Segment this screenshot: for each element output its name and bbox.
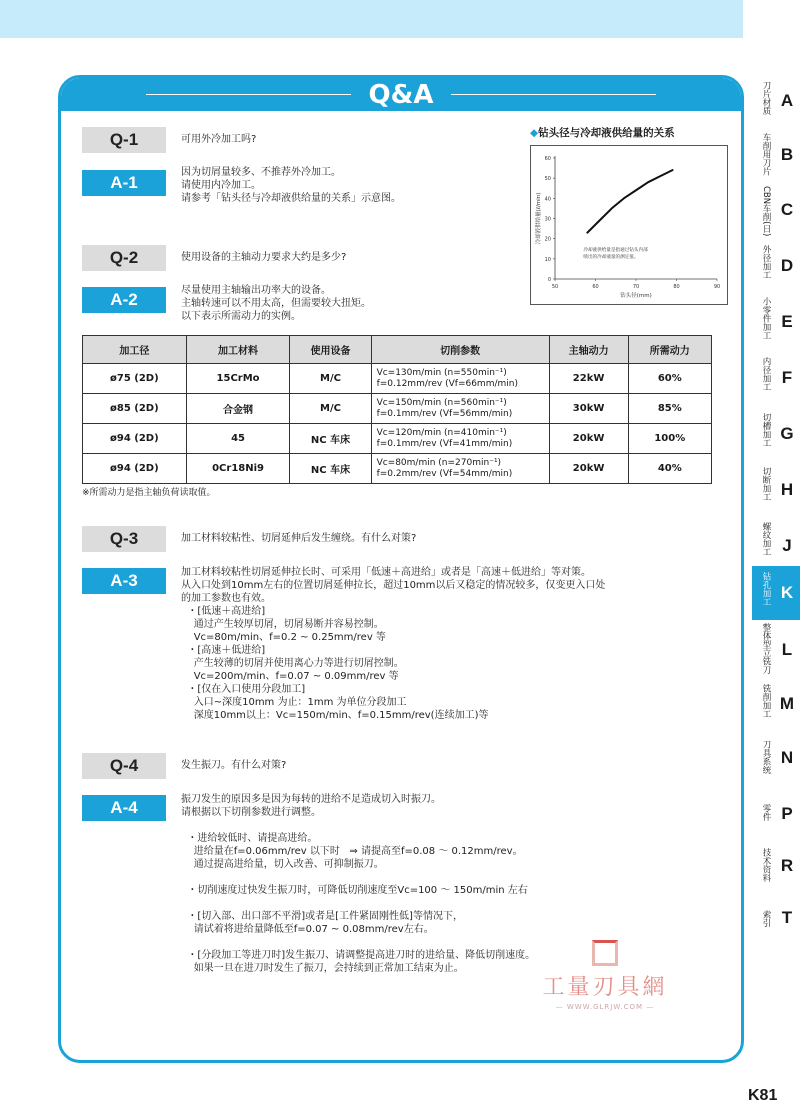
- cell-diameter: ø75 (2D): [83, 364, 187, 394]
- side-tab-letter: E: [781, 312, 793, 331]
- side-tab-label: 零件: [761, 804, 771, 821]
- side-tab-letter: L: [781, 640, 793, 659]
- series-line: [587, 170, 672, 233]
- col-machine: 使用设备: [290, 336, 371, 364]
- cell-machine: NC 车床: [290, 424, 371, 454]
- a2-answer: 尽量使用主轴输出功率大的设备。 主轴转速可以不用太高，但需要较大扭矩。 以下表示所需动力的实例。: [181, 285, 371, 322]
- q4-question: 发生振刀。有什么对策?: [181, 760, 287, 771]
- a2-badge: A-2: [82, 287, 166, 313]
- frame-header: [61, 78, 741, 111]
- a3-badge: A-3: [82, 568, 166, 594]
- cell-required-power: 60%: [628, 364, 711, 394]
- table-row: [83, 394, 712, 424]
- watermark: [535, 940, 675, 1011]
- diamond-icon: ◆: [530, 127, 539, 139]
- watermark-name: 工量刃具網: [542, 975, 668, 1000]
- side-tab-c[interactable]: [752, 183, 800, 237]
- side-tab-label: 切断加工: [761, 467, 771, 501]
- cell-machine: NC 车床: [290, 454, 371, 484]
- x-tick-label: 60: [592, 284, 599, 290]
- side-tab-m[interactable]: [752, 680, 800, 734]
- cell-material: 合金钢: [186, 394, 290, 424]
- cell-required-power: 40%: [628, 454, 711, 484]
- side-tab-label: 车削用刀片: [761, 133, 771, 176]
- cell-diameter: ø94 (2D): [83, 424, 187, 454]
- side-tab-label: 整体型立铣刀: [761, 623, 771, 674]
- y-tick-label: 40: [544, 196, 551, 203]
- y-tick-label: 10: [544, 256, 551, 263]
- side-tab-l[interactable]: [752, 622, 800, 678]
- cell-params: Vc=80m/min (n=270min⁻¹) f=0.2mm/rev (Vf=54mm/min): [371, 454, 549, 484]
- side-tab-label: CBN车削(日): [761, 186, 771, 237]
- side-tab-label: 铣削加工: [761, 684, 771, 718]
- q1-badge: Q-1: [82, 127, 166, 153]
- cell-params: Vc=120m/min (n=410min⁻¹) f=0.1mm/rev (Vf=41mm/min): [371, 424, 549, 454]
- side-tab-n[interactable]: [752, 736, 800, 790]
- side-tab-letter: H: [780, 480, 794, 499]
- side-tab-k[interactable]: [752, 566, 800, 620]
- chart-title: [530, 125, 675, 140]
- a1-badge: A-1: [82, 170, 166, 196]
- col-material: 加工材料: [186, 336, 290, 364]
- x-tick-label: 50: [551, 284, 559, 290]
- cell-spindle-power: 20kW: [549, 424, 628, 454]
- cell-required-power: 100%: [628, 424, 711, 454]
- cell-params: Vc=150m/min (n=560min⁻¹) f=0.1mm/rev (Vf=56mm/min): [371, 394, 549, 424]
- chart-frame: [530, 145, 728, 305]
- side-tab-letter: J: [782, 536, 792, 555]
- side-tab-letter: P: [781, 804, 793, 823]
- side-tab-letter: D: [780, 256, 794, 275]
- side-tab-label: 刀具系统: [761, 740, 771, 774]
- power-table: [82, 335, 712, 484]
- chart-annotation-line: 冷却液供给量是指通过钻头内部: [583, 247, 648, 253]
- cell-diameter: ø94 (2D): [83, 454, 187, 484]
- y-tick-label: 20: [544, 236, 551, 243]
- col-spindle-power: 主轴动力: [549, 336, 628, 364]
- col-required-power: 所需动力: [628, 336, 711, 364]
- cell-spindle-power: 22kW: [549, 364, 628, 394]
- cell-params: Vc=130m/min (n=550min⁻¹) f=0.12mm/rev (Vf=66mm/min): [371, 364, 549, 394]
- table-row: [83, 364, 712, 394]
- q3-badge: Q-3: [82, 526, 166, 552]
- page-number: K81: [748, 1087, 778, 1104]
- side-tab-letter: T: [781, 908, 793, 927]
- side-tab-j[interactable]: [752, 519, 800, 573]
- side-tab-letter: B: [780, 145, 794, 164]
- cell-spindle-power: 30kW: [549, 394, 628, 424]
- side-tab-p[interactable]: [752, 792, 800, 842]
- col-diameter: 加工径: [83, 336, 187, 364]
- side-tab-label: 切槽加工: [761, 413, 771, 447]
- cell-material: 0Cr18Ni9: [186, 454, 290, 484]
- side-tab-label: 钻孔加工: [761, 572, 771, 606]
- side-tab-label: 技术资料: [761, 848, 771, 882]
- table-note: ※所需动力是指主轴负荷读取值。: [82, 488, 216, 498]
- q2-question: 使用设备的主轴动力要求大约是多少?: [181, 252, 347, 263]
- cell-material: 45: [186, 424, 290, 454]
- q4-badge: Q-4: [82, 753, 166, 779]
- side-tab-t[interactable]: [752, 896, 800, 946]
- col-params: 切削参数: [371, 336, 549, 364]
- side-tab-label: 螺纹加工: [761, 522, 771, 556]
- side-tab-h[interactable]: [752, 463, 800, 517]
- y-tick-label: 60: [544, 156, 551, 162]
- chart-title-text: 钻头径与冷却液供给量的关系: [538, 127, 675, 139]
- watermark-url: — WWW.GLRJW.COM —: [555, 1003, 655, 1011]
- a1-answer: 因为切屑量较多、不推荐外冷加工。 请使用内冷加工。 请参考「钻头径与冷却液供给量的关系」示意图。: [181, 167, 401, 204]
- cell-spindle-power: 20kW: [549, 454, 628, 484]
- cell-required-power: 85%: [628, 394, 711, 424]
- side-tab-e[interactable]: [752, 295, 800, 349]
- top-color-band: [0, 0, 743, 38]
- side-tab-label: 小零件加工: [761, 297, 771, 340]
- side-tab-label: 刀片材质: [761, 81, 771, 115]
- side-tab-d[interactable]: [752, 239, 800, 293]
- side-tab-letter: G: [780, 424, 794, 443]
- q2-badge: Q-2: [82, 245, 166, 271]
- side-tab-b[interactable]: [752, 129, 800, 181]
- side-tab-label: 外径加工: [761, 245, 771, 279]
- x-tick-label: 80: [673, 284, 680, 290]
- side-tab-letter: C: [780, 200, 794, 219]
- watermark-logo-icon: [592, 940, 618, 966]
- x-tick-label: 70: [632, 284, 640, 290]
- side-tab-letter: K: [780, 583, 794, 602]
- chart-annotation-line: 喷出的冷却液量的测定值。: [583, 254, 639, 260]
- page-title: Q&A: [368, 80, 434, 110]
- a4-answer: 振刀发生的原因多是因为每转的进给不足造成切入时振刀。 请根据以下切削参数进行调整。 ・进给较低时、请提高进给。 进给量在f=0.06mm/rev 以下时 ⇒ 请提高至f=0.08 ～ 0.12mm/rev。 通过提高进给量，切入改善、可抑制振刀。 ・切削速度过快发生振刀时，可降低切削速度至Vc=100 ～ 150m/min 左右 ・[切入部、出口部不平滑]或者是[工件紧固刚性低]等情况下， 请试着将进给量降低至f=0.07 ~ 0.08mm/rev左右。 ・[分段加工等进刀时]发生振刀、请调整提高进刀时的进给量、降低切削速度。 如果一旦在进刀时发生了振刀，会持续到正常加工结束为止。: [181, 794, 536, 974]
- y-tick-label: 0: [547, 277, 551, 283]
- y-tick-label: 30: [544, 216, 551, 223]
- side-tab-f[interactable]: [752, 351, 800, 405]
- coolant-chart: [531, 146, 727, 304]
- y-tick-label: 50: [544, 176, 551, 183]
- a3-answer: 加工材料较粘性切屑延伸拉长时、可采用「低速＋高进给」或者是「高速＋低进给」等对策。 从入口处到10mm左右的位置切屑延伸拉长，超过10mm以后又稳定的情况较多，仅变更入口处 的加工参数也有效。 ・[低速＋高进给] 通过产生较厚切屑，切屑易断并容易控制。 Vc=80m/min、f=0.2 ~ 0.25mm/rev 等 ・[高速＋低进给] 产生较薄的切屑并使用离心力等进行切屑控制。 Vc=200m/min、f=0.07 ~ 0.09mm/rev 等 ・[仅在入口使用分段加工] 入口~深度10mm 为止：1mm 为单位分段加工 深度10mm以上：Vc=150m/min、f=0.15mm/rev(连续加工)等: [181, 567, 606, 721]
- header-rule-right: [451, 94, 656, 95]
- cell-machine: M/C: [290, 394, 371, 424]
- table-header-row: [83, 336, 712, 364]
- side-tab-label: 内径加工: [761, 357, 771, 391]
- side-tab-letter: F: [781, 368, 793, 387]
- cell-material: 15CrMo: [186, 364, 290, 394]
- side-tab-letter: R: [780, 856, 794, 875]
- side-tab-letter: N: [780, 748, 794, 767]
- q1-question: 可用外冷加工吗?: [181, 134, 257, 145]
- q3-question: 加工材料较粘性、切屑延伸后发生缠绕。有什么对策?: [181, 533, 417, 544]
- cell-diameter: ø85 (2D): [83, 394, 187, 424]
- side-tab-letter: M: [779, 694, 795, 713]
- table-row: [83, 454, 712, 484]
- a4-badge: A-4: [82, 795, 166, 821]
- side-tab-label: 索引: [761, 910, 771, 927]
- header-rule-left: [146, 94, 351, 95]
- side-tab-r[interactable]: [752, 844, 800, 894]
- side-tab-g[interactable]: [752, 407, 800, 461]
- table-row: [83, 424, 712, 454]
- side-tab-letter: A: [780, 91, 794, 110]
- cell-machine: M/C: [290, 364, 371, 394]
- x-axis-title: 钻头径(mm): [620, 293, 652, 299]
- x-tick-label: 90: [713, 284, 721, 290]
- y-axis-title: 冷却液供给量(ℓ/min): [536, 192, 542, 245]
- side-tab-a[interactable]: [752, 75, 800, 127]
